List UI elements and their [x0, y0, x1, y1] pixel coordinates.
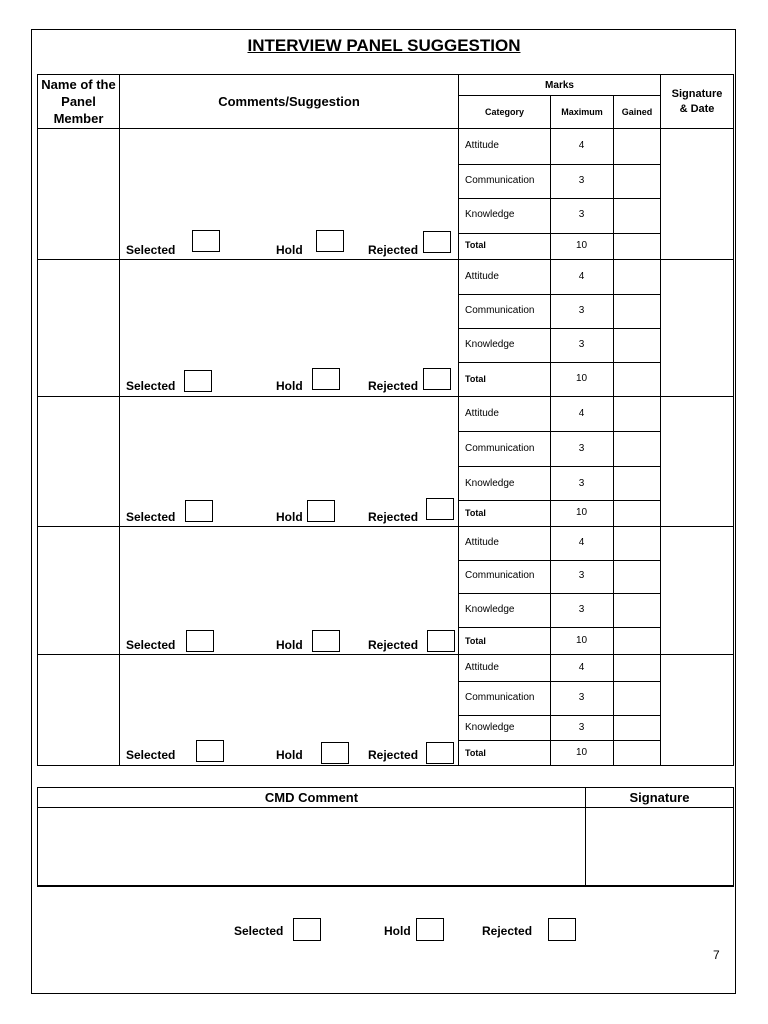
max-total: 10 — [575, 240, 588, 251]
selected-label: Selected — [126, 748, 176, 762]
selected-checkbox[interactable] — [186, 630, 214, 652]
selected-label: Selected — [126, 243, 176, 257]
cmd-bottom-border — [37, 885, 734, 887]
gained-header-text: Gained — [621, 107, 653, 117]
table-bottom-border — [37, 765, 734, 766]
category-attitude: Attitude — [465, 662, 499, 673]
rejected-checkbox[interactable] — [423, 368, 451, 390]
cmd-right-border — [733, 787, 734, 887]
comments-header-text: Comments/Suggestion — [218, 94, 360, 109]
cmd-comment-header: CMD Comment — [264, 790, 359, 805]
category-total: Total — [465, 748, 486, 758]
selected-checkbox[interactable] — [192, 230, 220, 252]
final-rejected-checkbox[interactable] — [548, 918, 576, 941]
category-communication: Communication — [465, 305, 535, 316]
category-communication: Communication — [465, 443, 535, 454]
max-attitude: 4 — [578, 140, 585, 151]
marks-header-text: Marks — [545, 79, 574, 91]
group-separator-4 — [37, 654, 734, 655]
selected-checkbox[interactable] — [196, 740, 224, 762]
max-total: 10 — [575, 747, 588, 758]
cmd-header-line — [37, 807, 734, 808]
gained-header — [614, 96, 660, 128]
col-divider-name — [119, 74, 120, 765]
category-total: Total — [465, 374, 486, 384]
rejected-label: Rejected — [368, 243, 419, 257]
max-communication: 3 — [578, 305, 585, 316]
hold-label: Hold — [276, 638, 303, 652]
maximum-header — [551, 96, 613, 128]
rejected-label: Rejected — [368, 638, 419, 652]
max-attitude: 4 — [578, 408, 585, 419]
final-selected-label: Selected — [234, 924, 284, 938]
marks-row-line — [458, 294, 660, 295]
max-total: 10 — [575, 507, 588, 518]
max-communication: 3 — [578, 175, 585, 186]
marks-row-line — [458, 627, 660, 628]
final-selected-checkbox[interactable] — [293, 918, 321, 941]
name-header-text: Name of the Panel Member — [41, 77, 116, 126]
group-separator-2 — [37, 396, 734, 397]
page-title: INTERVIEW PANEL SUGGESTION — [247, 36, 521, 55]
category-total: Total — [465, 508, 486, 518]
max-knowledge: 3 — [578, 722, 585, 733]
maximum-header-text: Maximum — [561, 107, 603, 117]
marks-row-line — [458, 466, 660, 467]
cmd-top-border — [37, 787, 734, 788]
group-separator-1 — [37, 259, 734, 260]
marks-row-line — [458, 233, 660, 234]
max-communication: 3 — [578, 570, 585, 581]
selected-checkbox[interactable] — [184, 370, 212, 392]
selected-label: Selected — [126, 510, 176, 524]
max-knowledge: 3 — [578, 478, 585, 489]
final-rejected-label: Rejected — [482, 924, 533, 938]
final-hold-label: Hold — [384, 924, 411, 938]
max-attitude: 4 — [578, 537, 585, 548]
marks-row-line — [458, 593, 660, 594]
hold-label: Hold — [276, 748, 303, 762]
category-attitude: Attitude — [465, 140, 499, 151]
group-separator-3 — [37, 526, 734, 527]
category-knowledge: Knowledge — [465, 209, 515, 220]
category-total: Total — [465, 240, 486, 250]
marks-row-line — [458, 164, 660, 165]
category-communication: Communication — [465, 570, 535, 581]
page-number: 7 — [713, 948, 720, 962]
hold-label: Hold — [276, 510, 303, 524]
rejected-label: Rejected — [368, 510, 419, 524]
max-attitude: 4 — [578, 271, 585, 282]
table-right-border — [733, 74, 734, 765]
category-knowledge: Knowledge — [465, 478, 515, 489]
category-communication: Communication — [465, 692, 535, 703]
category-header — [459, 96, 550, 128]
marks-row-line — [458, 431, 660, 432]
max-attitude: 4 — [578, 662, 585, 673]
table-left-border — [37, 74, 38, 765]
marks-row-line — [458, 715, 660, 716]
name-header — [38, 75, 119, 128]
marks-row-line — [458, 362, 660, 363]
rejected-checkbox[interactable] — [427, 630, 455, 652]
selected-label: Selected — [126, 638, 176, 652]
marks-row-line — [458, 681, 660, 682]
marks-row-line — [458, 560, 660, 561]
max-knowledge: 3 — [578, 209, 585, 220]
signature-date-header-text: Signature & Date — [671, 87, 723, 115]
marks-header — [459, 75, 660, 95]
hold-checkbox[interactable] — [312, 630, 340, 652]
rejected-label: Rejected — [368, 379, 419, 393]
header-bottom-line — [37, 128, 734, 129]
hold-checkbox[interactable] — [321, 742, 349, 764]
hold-checkbox[interactable] — [316, 230, 344, 252]
hold-label: Hold — [276, 243, 303, 257]
max-communication: 3 — [578, 443, 585, 454]
category-attitude: Attitude — [465, 537, 499, 548]
category-communication: Communication — [465, 175, 535, 186]
max-communication: 3 — [578, 692, 585, 703]
cmd-signature-header: Signature — [629, 790, 690, 805]
selected-label: Selected — [126, 379, 176, 393]
marks-row-line — [458, 500, 660, 501]
rejected-label: Rejected — [368, 748, 419, 762]
max-knowledge: 3 — [578, 604, 585, 615]
signature-date-header — [661, 75, 733, 128]
col-divider-comments — [458, 74, 459, 765]
category-knowledge: Knowledge — [465, 604, 515, 615]
marks-row-line — [458, 740, 660, 741]
marks-row-line — [458, 198, 660, 199]
final-hold-checkbox[interactable] — [416, 918, 444, 941]
selected-checkbox[interactable] — [185, 500, 213, 522]
hold-checkbox[interactable] — [307, 500, 335, 522]
category-attitude: Attitude — [465, 271, 499, 282]
max-total: 10 — [575, 635, 588, 646]
hold-checkbox[interactable] — [312, 368, 340, 390]
category-total: Total — [465, 636, 486, 646]
category-knowledge: Knowledge — [465, 339, 515, 350]
col-divider-maximum — [613, 95, 614, 765]
category-knowledge: Knowledge — [465, 722, 515, 733]
marks-row-line — [458, 328, 660, 329]
rejected-checkbox[interactable] — [426, 498, 454, 520]
rejected-checkbox[interactable] — [423, 231, 451, 253]
max-total: 10 — [575, 373, 588, 384]
col-divider-gained — [660, 74, 661, 765]
hold-label: Hold — [276, 379, 303, 393]
category-attitude: Attitude — [465, 408, 499, 419]
comments-header — [120, 75, 458, 128]
max-knowledge: 3 — [578, 339, 585, 350]
category-header-text: Category — [484, 107, 524, 117]
rejected-checkbox[interactable] — [426, 742, 454, 764]
